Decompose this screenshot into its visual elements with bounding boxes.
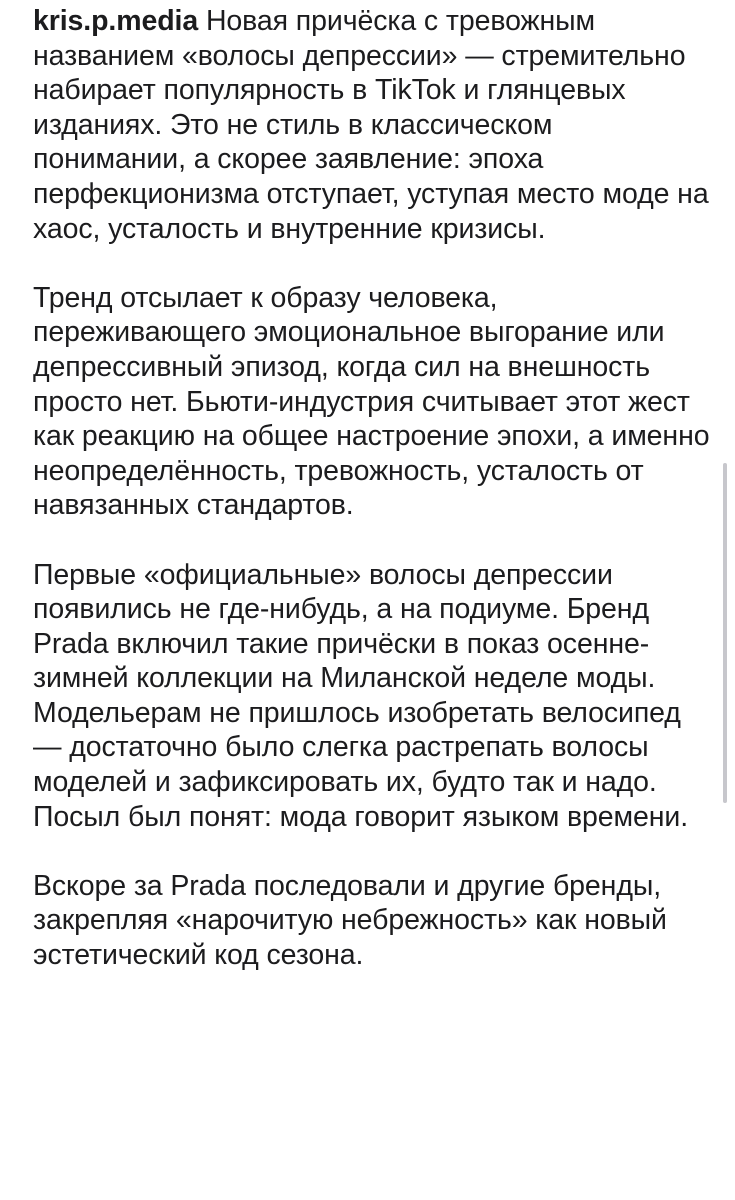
caption-paragraph-4: Вскоре за Prada последовали и другие бренды, закрепляя «нарочитую небрежность» как новый эстетический код сезона. bbox=[33, 869, 667, 972]
username-link[interactable]: kris.p.media bbox=[33, 5, 199, 37]
caption-paragraph-3: Первые «официальные» волосы депрессии появились не где-нибудь, а на подиуме. Бренд Prada включил такие причёски в показ осенне-зимней коллекции на Миланской неделе моды. Модельерам не пришлось изобретать велосипед — достаточно было слегка растрепать волосы моделей и зафиксировать их, будто так и надо. Посыл был понят: мода говорит языком времени. bbox=[33, 558, 689, 833]
caption-paragraph-2: Тренд отсылает к образу человека, переживающего эмоциональное выгорание или депрессивный эпизод, когда сил на внешность просто нет. Бьюти-индустрия считывает этот жест как реакцию на общее настроение эпохи, а именно неопределённость, тревожность, усталость от навязанных стандартов. bbox=[33, 281, 710, 522]
caption-text-1: Новая причёска с тревожным названием «волосы депрессии» — стремительно набирает популярность в TikTok и глянцевых изданиях. Это не стиль в классическом понимании, а скорее заявление: эпоха перфекционизма отступает, уступая место моде на хаос, усталость и внутренние кризисы. bbox=[33, 5, 709, 245]
caption-paragraph-1 bbox=[33, 4, 713, 246]
vertical-scrollbar[interactable] bbox=[723, 463, 727, 803]
post-caption bbox=[33, 4, 713, 1007]
